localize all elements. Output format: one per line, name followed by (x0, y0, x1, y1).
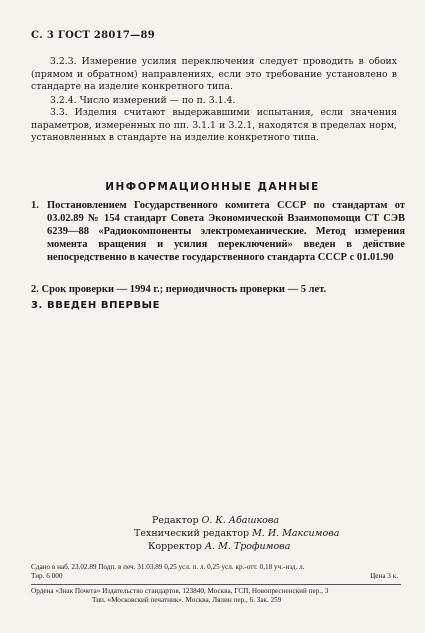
info-item-1-text: Постановлением Государственного комитета СССР по стандартам от 03.02.89 № 154 стандарт Совета Экономической Взаимопомощи СТ СЭВ 6239—88 «Радиокомпоненты электромеханические. Метод измерения момента вращения и усилия переключений» введен в действие непосредственно в качестве государственного стандарта СССР с 01.01.90 (47, 200, 405, 263)
corrector-name: А. М. Трофимова (204, 541, 291, 552)
page-header: С. 3 ГОСТ 28017—89 (31, 30, 155, 41)
info-item-2: 2. Срок проверки — 1994 г.; периодичность проверки — 5 лет. (31, 284, 327, 295)
editor-line (152, 514, 279, 527)
corrector-line (148, 540, 290, 553)
paragraph-3-2-4: 3.2.4. Число измерений — по п. 3.1.4. (50, 95, 236, 106)
tech-editor-line (134, 527, 339, 540)
divider (31, 584, 401, 585)
print-run: Тир. 6 000 (31, 572, 63, 580)
price: Цена 3 к. (370, 572, 398, 580)
imprint-line-3: Ордена «Знак Почета» Издательство стандартов, 123840, Москва, ГСП, Новопресненский пер., 3 (31, 587, 329, 595)
tech-editor-role: Технический редактор (134, 528, 250, 539)
imprint-line-2 (31, 572, 398, 581)
imprint-line-4: Тип. «Московский печатник». Москва, Лялин пер., 6. Зак. 259 (92, 596, 282, 604)
editor-name: О. К. Абашкова (201, 515, 280, 526)
info-item-1 (31, 199, 405, 264)
info-title: ИНФОРМАЦИОННЫЕ ДАННЫЕ (105, 181, 320, 193)
info-item-3: 3. ВВЕДЕН ВПЕРВЫЕ (31, 300, 161, 311)
editor-role: Редактор (152, 515, 199, 526)
imprint-line-1: Сдано в наб. 23.02.89 Подп. в печ. 31.03.89 0,25 усл. п. л. 0,25 усл. кр.-отт. 0,18 уч.-изд. л. (31, 563, 305, 571)
paragraph-3-3: 3.3. Изделия считают выдержавшими испытания, если значения параметров, измеренных по пп. 3.1.1 и 3.2.1, находятся в пределах норм, установленных в стандарте на изделие конкретного типа. (31, 107, 397, 144)
corrector-role: Корректор (148, 541, 202, 552)
tech-editor-name: М. И. Максимова (252, 528, 340, 539)
info-item-1-number: 1. (31, 200, 39, 211)
paragraph-3-2-3: 3.2.3. Измерение усилия переключения следует проводить в обоих (прямом и обратном) направлениях, если это требование установлено в стандарте на изделие конкретного типа. (31, 56, 397, 93)
